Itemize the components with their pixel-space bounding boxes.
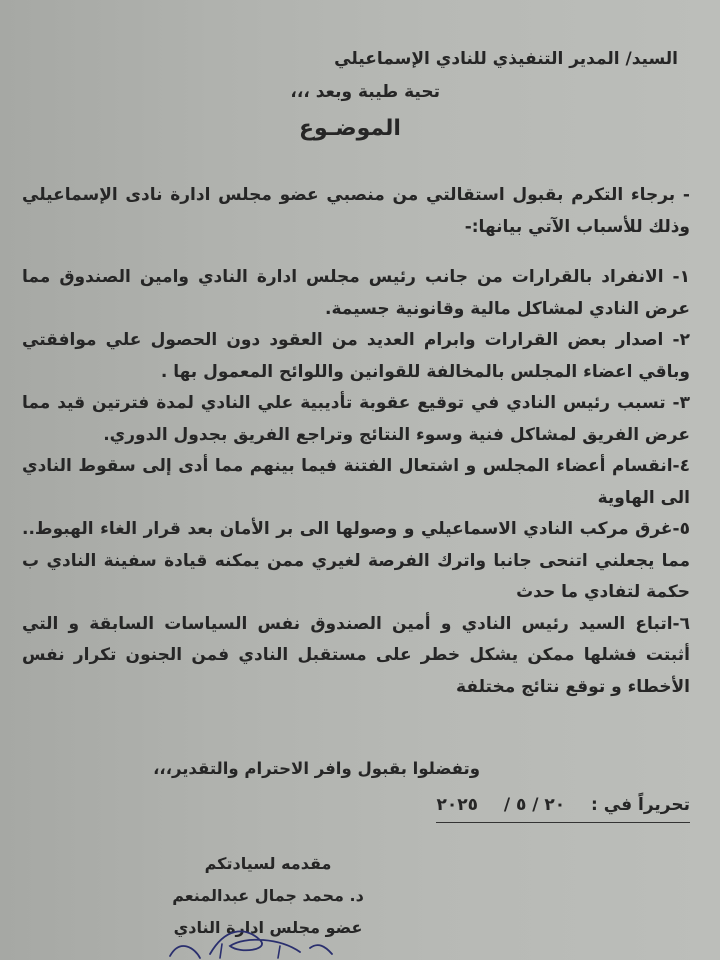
closing-line: وتفضلوا بقبول وافر الاحترام والتقدير،،، — [153, 759, 480, 778]
date-day: ٢٠ — [544, 795, 566, 815]
reason-item-2: ٢- اصدار بعض القرارات وابرام العديد من العقود دون الحصول علي موافقتي وباقي اعضاء المجلس بالمخالفة للقوانين واللوائح المعمول بها . — [22, 330, 690, 382]
presented-by: مقدمه لسيادتكم — [204, 854, 332, 873]
intro-paragraph: - برجاء التكرم بقبول استقالتي من منصبي عضو مجلس ادارة نادى الإسماعيلي وذلك للأسباب الآتي بيانها:- — [22, 185, 690, 237]
signer-name: د. محمد جمال عبدالمنعم — [172, 886, 364, 905]
reason-item-1: ١- الانفراد بالقرارات من جانب رئيس مجلس ادارة النادي وامين الصندوق مما عرض النادي لمشاكل مالية وقانونية جسيمة. — [22, 267, 690, 319]
addressee: السيد/ المدير التنفيذي للنادي الإسماعيلي — [334, 49, 678, 69]
date-year: ٢٠٢٥ — [436, 795, 478, 815]
reasons-list — [22, 262, 690, 703]
subject-heading — [0, 112, 720, 146]
date-line: تحريراً في : ٢٠ / ٥ / ٢٠٢٥ — [436, 790, 690, 823]
reason-item-5: ٥-غرق مركب النادي الاسماعيلي و وصولها الى بر الأمان بعد قرار الغاء الهبوط.. مما يجعلني اتنحى جانبا واترك الفرصة لغيري ممن يمكنه قيادة سفينة النادي ب حكمة لتفادي ما حدث — [22, 519, 690, 602]
subject-heading-text: الموضـوع — [299, 116, 401, 141]
greeting: تحية طيبة وبعد ،،، — [290, 82, 440, 102]
reason-item-3: ٣- تسبب رئيس النادي في توقيع عقوبة تأديبية علي النادي لمدة فترتين قيد مما عرض الفريق لمشاكل فنية وسوء النتائج وتراجع الفريق بجدول الدوري. — [22, 393, 690, 445]
date-month: ٥ — [515, 795, 527, 815]
signer-title: عضو مجلس ادارة النادي — [173, 918, 363, 937]
reason-item-4: ٤-انقسام أعضاء المجلس و اشتعال الفتنة فيما بينهم مما أدى إلى سقوط النادي الى الهاوية — [22, 456, 690, 508]
date-label: تحريراً في : — [591, 795, 690, 815]
handwritten-signature-icon — [150, 918, 350, 960]
reason-item-6: ٦-اتباع السيد رئيس النادي و أمين الصندوق نفس السياسات السابقة و التي أثبتت فشلها ممكن يشكل خطر على مستقبل النادي فمن الجنون تكرار نفس الأخطاء و توقع نتائج مختلفة — [22, 613, 690, 697]
